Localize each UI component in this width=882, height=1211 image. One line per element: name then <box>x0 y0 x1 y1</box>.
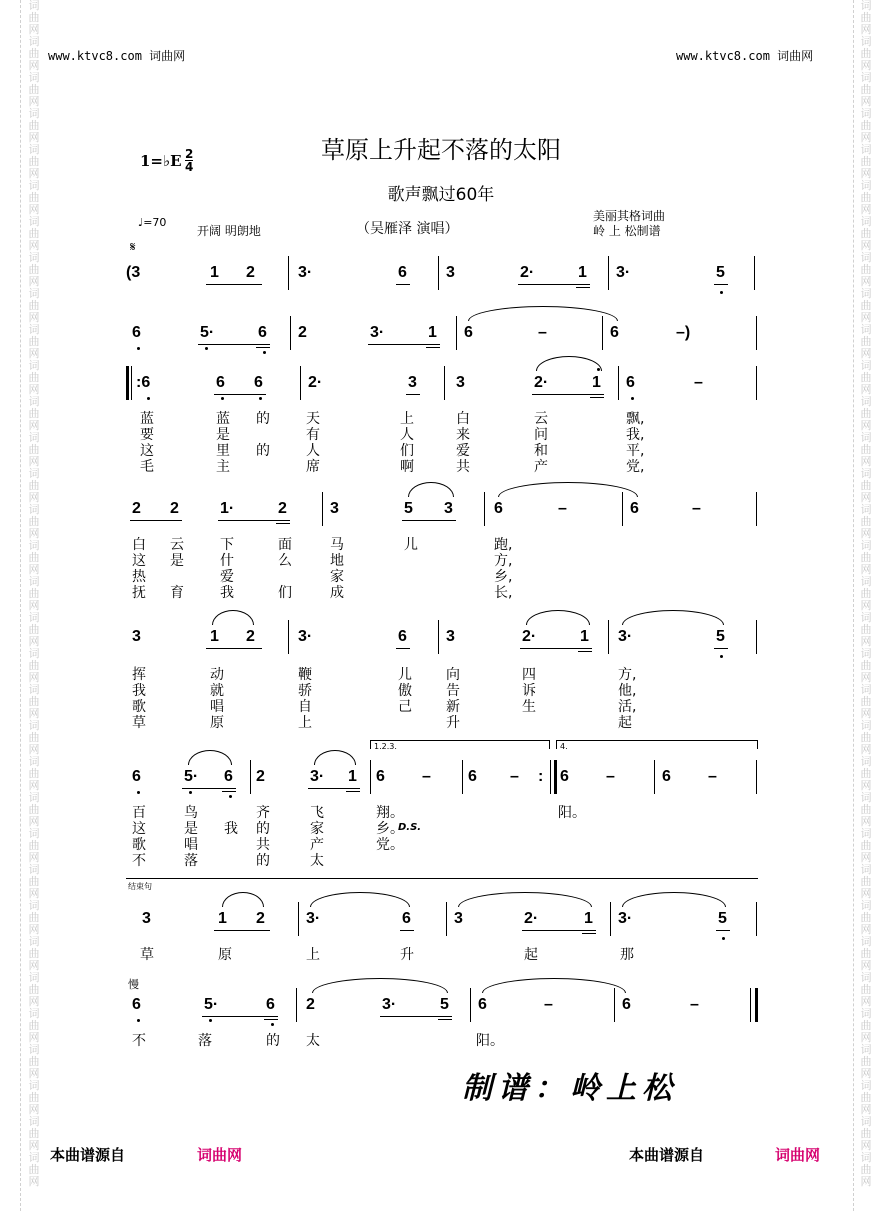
watermark-char: 曲 <box>28 155 40 168</box>
lyrics-4-verse4: 抚 育 我 们 成 长, <box>132 585 513 601</box>
song-subtitle: 歌声飘过60年 <box>387 185 495 205</box>
watermark-char: 网 <box>860 887 872 900</box>
watermark-char: 曲 <box>860 983 872 996</box>
watermark-char: 曲 <box>28 299 40 312</box>
header-left-url[interactable]: www.ktvc8.com 词曲网 <box>48 49 186 63</box>
watermark-char: 词 <box>28 215 40 228</box>
watermark-char: 词 <box>28 251 40 264</box>
watermark-char: 网 <box>28 779 40 792</box>
watermark-char: 词 <box>860 35 872 48</box>
time-signature <box>185 148 193 173</box>
watermark-char: 词 <box>860 755 872 768</box>
watermark-char: 网 <box>28 59 40 72</box>
watermark-char: 网 <box>860 239 872 252</box>
watermark-char: 网 <box>860 851 872 864</box>
watermark-char: 网 <box>28 239 40 252</box>
watermark-char: 网 <box>28 491 40 504</box>
staff-line-3: :6 6 6 2· 3 3 2· 1 6 – <box>126 366 758 402</box>
footer-right-link[interactable]: 词曲网 <box>775 1146 821 1164</box>
watermark-char: 曲 <box>860 479 872 492</box>
watermark-char: 词 <box>28 647 40 660</box>
watermark-char: 词 <box>860 287 872 300</box>
watermark-char: 词 <box>28 935 40 948</box>
watermark-char: 词 <box>860 1043 872 1056</box>
lyrics-4-verse3: 热 爱 家 乡, <box>132 569 513 585</box>
watermark-char: 网 <box>860 1139 872 1152</box>
watermark-char: 词 <box>28 1151 40 1164</box>
watermark-char: 网 <box>860 671 872 684</box>
lyrics-3-verse2: 要 是 有 人 来 问 我, <box>140 427 645 443</box>
watermark-char: 曲 <box>860 947 872 960</box>
watermark-char: 词 <box>860 215 872 228</box>
ds-mark: D.S. <box>398 822 422 833</box>
lyrics-3-verse1: 蓝 蓝 的 天 上 白 云 飘, <box>140 411 645 427</box>
watermark-char: 曲 <box>860 299 872 312</box>
key-signature: 1=♭E <box>140 152 182 170</box>
watermark-char: 网 <box>860 419 872 432</box>
watermark-char: 词 <box>28 539 40 552</box>
watermark-char: 词 <box>860 359 872 372</box>
watermark-char: 曲 <box>860 875 872 888</box>
lyrics-5-verse4: 草 原 上 升 起 <box>132 715 632 731</box>
watermark-char: 词 <box>28 395 40 408</box>
watermark-char: 词 <box>860 611 872 624</box>
watermark-char: 曲 <box>28 1055 40 1068</box>
watermark-char: 曲 <box>28 767 40 780</box>
watermark-char: 曲 <box>28 623 40 636</box>
watermark-char: 词 <box>860 539 872 552</box>
watermark-char: 曲 <box>860 83 872 96</box>
watermark-char: 网 <box>28 347 40 360</box>
watermark-char: 网 <box>860 707 872 720</box>
watermark-char: 网 <box>28 959 40 972</box>
watermark-char: 词 <box>860 431 872 444</box>
watermark-char: 曲 <box>860 587 872 600</box>
credit-arranger: 岭 上 松制谱 <box>593 224 661 238</box>
watermark-char: 网 <box>860 167 872 180</box>
watermark-char: 词 <box>28 899 40 912</box>
watermark-char: 网 <box>28 995 40 1008</box>
watermark-char: 曲 <box>860 695 872 708</box>
watermark-char: 曲 <box>860 1055 872 1068</box>
watermark-char: 曲 <box>860 767 872 780</box>
watermark-char: 词 <box>28 71 40 84</box>
watermark-char: 网 <box>28 527 40 540</box>
watermark-char: 曲 <box>28 1091 40 1104</box>
watermark-char: 词 <box>28 359 40 372</box>
watermark-char: 网 <box>860 311 872 324</box>
watermark-char: 网 <box>28 815 40 828</box>
watermark-char: 曲 <box>860 1019 872 1032</box>
watermark-char: 词 <box>860 1079 872 1092</box>
credit-composer: 美丽其格词曲 <box>593 209 666 223</box>
watermark-char: 词 <box>28 1007 40 1020</box>
watermark-char: 词 <box>28 467 40 480</box>
watermark-char: 网 <box>28 311 40 324</box>
watermark-char: 曲 <box>28 227 40 240</box>
watermark-char: 网 <box>860 455 872 468</box>
staff-line-2: 6 5· 6 2 3· 1 6 – 6 –) <box>126 316 758 352</box>
watermark-char: 网 <box>28 635 40 648</box>
volta-1 <box>370 740 550 749</box>
watermark-char: 词 <box>28 35 40 48</box>
watermark-char: 网 <box>28 887 40 900</box>
watermark-char: 网 <box>860 275 872 288</box>
watermark-char: 曲 <box>28 659 40 672</box>
watermark-char: 网 <box>860 815 872 828</box>
ending-label: 结束句 <box>128 882 152 891</box>
watermark-char: 词 <box>28 287 40 300</box>
watermark-char: 词 <box>28 431 40 444</box>
watermark-char: 词 <box>28 611 40 624</box>
watermark-char: 曲 <box>28 443 40 456</box>
watermark-char: 网 <box>860 1031 872 1044</box>
watermark-char: 曲 <box>28 947 40 960</box>
lyrics-3-verse3: 这 里 的 人 们 爱 和 平, <box>140 443 645 459</box>
staff-line-1: (3 1 2 3· 6 3 2· 1 3· 5 <box>126 256 758 292</box>
watermark-char: 曲 <box>28 515 40 528</box>
watermark-char: 曲 <box>860 47 872 60</box>
watermark-char: 网 <box>28 923 40 936</box>
watermark-char: 曲 <box>860 191 872 204</box>
header-right-url[interactable]: www.ktvc8.com 词曲网 <box>676 49 814 63</box>
watermark-char: 网 <box>28 1175 40 1188</box>
watermark-char: 曲 <box>860 1163 872 1176</box>
watermark-char: 网 <box>28 419 40 432</box>
watermark-char: 网 <box>28 275 40 288</box>
staff-line-7: 3 1 2 3· 6 3 2· 1 3· 5 <box>126 902 758 938</box>
watermark-char: 曲 <box>28 875 40 888</box>
watermark-char: 曲 <box>28 371 40 384</box>
watermark-char: 曲 <box>860 623 872 636</box>
watermark-char: 网 <box>860 959 872 972</box>
watermark-char: 词 <box>860 107 872 120</box>
watermark-char: 词 <box>860 1151 872 1164</box>
watermark-char: 网 <box>28 131 40 144</box>
watermark-char: 词 <box>28 107 40 120</box>
watermark-char: 词 <box>28 1079 40 1092</box>
watermark-char: 词 <box>28 863 40 876</box>
watermark-char: 网 <box>28 23 40 36</box>
watermark-char: 网 <box>860 491 872 504</box>
watermark-char: 曲 <box>28 119 40 132</box>
time-top: 2 <box>185 147 194 161</box>
watermark-char: 词 <box>860 1115 872 1128</box>
watermark-char: 曲 <box>28 731 40 744</box>
lyrics-6-verse2: 这 是 我 的 家 乡。 D.S. <box>132 821 422 837</box>
watermark-char: 网 <box>28 563 40 576</box>
watermark-char: 曲 <box>28 551 40 564</box>
watermark-char: 网 <box>860 131 872 144</box>
watermark-char: 曲 <box>28 1019 40 1032</box>
watermark-char: 词 <box>860 647 872 660</box>
watermark-char: 词 <box>28 719 40 732</box>
watermark-char: 词 <box>860 935 872 948</box>
watermark-char: 网 <box>860 347 872 360</box>
ending-separator <box>126 878 758 879</box>
footer-left-text: 本曲谱源自 <box>50 1146 126 1164</box>
volta-1-label: 1.2.3. <box>374 742 397 751</box>
watermark-char: 曲 <box>860 119 872 132</box>
watermark-char: 曲 <box>28 263 40 276</box>
watermark-char: 网 <box>28 1067 40 1080</box>
watermark-char: 词 <box>28 179 40 192</box>
lyrics-7: 草 原 上 升 起 那 <box>140 947 634 963</box>
watermark-char: 词 <box>860 575 872 588</box>
watermark-char: 曲 <box>860 155 872 168</box>
watermark-char: 词 <box>860 503 872 516</box>
lyrics-6-verse3: 歌 唱 共 产 党。 <box>132 837 404 853</box>
footer-right-text: 本曲谱源自 <box>629 1146 705 1164</box>
watermark-char: 词 <box>860 899 872 912</box>
song-title: 草原上升起不落的太阳 <box>321 136 561 164</box>
watermark-char: 词 <box>28 755 40 768</box>
lyrics-5-verse2: 我 就 骄 傲 告 诉 他, <box>132 683 637 699</box>
staff-line-6: 6 5· 6 2 3· 1 6 – 6 – : 6 – 6 – <box>126 760 758 796</box>
watermark-char: 网 <box>860 527 872 540</box>
watermark-char: 网 <box>860 59 872 72</box>
watermark-char: 曲 <box>28 83 40 96</box>
watermark-char: 曲 <box>28 911 40 924</box>
watermark-char: 词 <box>28 503 40 516</box>
watermark-char: 曲 <box>860 551 872 564</box>
singer: （吴雁泽 演唱） <box>356 221 459 237</box>
watermark-char: 曲 <box>860 659 872 672</box>
watermark-char: 曲 <box>860 1127 872 1140</box>
watermark-char: 曲 <box>860 371 872 384</box>
watermark-char: 词 <box>28 1043 40 1056</box>
watermark-char: 网 <box>28 671 40 684</box>
watermark-char: 曲 <box>28 695 40 708</box>
watermark-char: 网 <box>860 1175 872 1188</box>
watermark-char: 词 <box>860 863 872 876</box>
watermark-char: 曲 <box>28 191 40 204</box>
watermark-char: 词 <box>28 143 40 156</box>
lyrics-5-verse3: 歌 唱 自 己 新 生 活, <box>132 699 637 715</box>
lyrics-6-verse1: 百 鸟 齐 飞 翔。 阳。 <box>132 805 586 821</box>
watermark-char: 网 <box>860 23 872 36</box>
watermark-char: 曲 <box>28 803 40 816</box>
watermark-char: 曲 <box>28 479 40 492</box>
time-bottom: 4 <box>185 160 194 174</box>
watermark-char: 曲 <box>860 335 872 348</box>
lyrics-4-verse2: 这 是 什 么 地 方, <box>132 553 513 569</box>
watermark-char: 网 <box>28 707 40 720</box>
watermark-char: 曲 <box>860 407 872 420</box>
watermark-char: 词 <box>860 323 872 336</box>
lyrics-8: 不 落 的 太 阳。 <box>132 1033 504 1049</box>
lyrics-5-verse1: 挥 动 鞭 儿 向 四 方, <box>132 667 637 683</box>
watermark-char: 词 <box>860 71 872 84</box>
watermark-char: 词 <box>860 827 872 840</box>
lyrics-3-verse4: 毛 主 席 啊 共 产 党, <box>140 459 645 475</box>
watermark-char: 网 <box>860 1103 872 1116</box>
watermark-char: 词 <box>28 683 40 696</box>
watermark-char: 网 <box>28 455 40 468</box>
watermark-char: 词 <box>860 791 872 804</box>
watermark-char: 曲 <box>28 1127 40 1140</box>
watermark-char: 网 <box>860 563 872 576</box>
watermark-char: 曲 <box>860 1091 872 1104</box>
watermark-char: 曲 <box>28 1163 40 1176</box>
mood-mark: 开阔 明朗地 <box>197 224 261 238</box>
watermark-char: 词 <box>28 0 40 12</box>
watermark-char: 词 <box>860 467 872 480</box>
volta-2-label: 4. <box>560 742 568 751</box>
watermark-char: 网 <box>860 743 872 756</box>
watermark-char: 曲 <box>28 587 40 600</box>
watermark-char: 词 <box>28 323 40 336</box>
watermark-char: 词 <box>860 683 872 696</box>
watermark-char: 网 <box>28 203 40 216</box>
watermark-char: 词 <box>860 179 872 192</box>
watermark-char: 网 <box>860 203 872 216</box>
watermark-char: 词 <box>860 971 872 984</box>
watermark-char: 曲 <box>28 983 40 996</box>
watermark-char: 词 <box>28 1115 40 1128</box>
watermark-char: 曲 <box>28 407 40 420</box>
volta-2 <box>556 740 758 749</box>
watermark-char: 词 <box>860 0 872 12</box>
watermark-char: 曲 <box>860 515 872 528</box>
watermark-char: 网 <box>860 599 872 612</box>
watermark-char: 曲 <box>860 443 872 456</box>
watermark-char: 曲 <box>28 47 40 60</box>
watermark-char: 曲 <box>860 11 872 24</box>
watermark-char: 词 <box>860 251 872 264</box>
slow-mark: 慢 <box>128 978 139 991</box>
watermark-char: 网 <box>28 851 40 864</box>
watermark-char: 曲 <box>860 263 872 276</box>
watermark-char: 词 <box>28 791 40 804</box>
segno-sign: 𝄋 <box>130 240 136 255</box>
watermark-char: 曲 <box>860 911 872 924</box>
arranger-signature: 制谱：岭上松 <box>462 1071 678 1106</box>
watermark-char: 曲 <box>28 11 40 24</box>
lyrics-4-verse1: 白 云 下 面 马 儿 跑, <box>132 537 513 553</box>
watermark-char: 网 <box>860 995 872 1008</box>
watermark-char: 词 <box>28 971 40 984</box>
watermark-char: 词 <box>28 827 40 840</box>
watermark-char: 网 <box>860 95 872 108</box>
watermark-char: 网 <box>28 1103 40 1116</box>
watermark-char: 网 <box>28 599 40 612</box>
watermark-char: 网 <box>28 383 40 396</box>
watermark-char: 网 <box>860 383 872 396</box>
watermark-char: 曲 <box>860 731 872 744</box>
watermark-char: 词 <box>28 575 40 588</box>
watermark-char: 曲 <box>860 839 872 852</box>
staff-line-8: 6 5· 6 2 3· 5 6 – 6 – <box>126 988 758 1024</box>
staff-line-4: 2 2 1· 2 3 5 3 6 – 6 – <box>126 492 758 528</box>
watermark-char: 曲 <box>860 227 872 240</box>
watermark-char: 曲 <box>860 803 872 816</box>
watermark-char: 网 <box>28 95 40 108</box>
tempo-mark: ♩=70 <box>138 216 167 229</box>
watermark-char: 网 <box>860 779 872 792</box>
watermark-char: 曲 <box>28 335 40 348</box>
watermark-char: 词 <box>860 143 872 156</box>
staff-line-5: 3 1 2 3· 6 3 2· 1 3· 5 <box>126 620 758 656</box>
watermark-char: 词 <box>860 1007 872 1020</box>
watermark-char: 网 <box>28 167 40 180</box>
watermark-char: 网 <box>28 1031 40 1044</box>
watermark-char: 网 <box>28 743 40 756</box>
watermark-char: 网 <box>860 635 872 648</box>
watermark-char: 网 <box>28 1139 40 1152</box>
watermark-char: 网 <box>860 923 872 936</box>
watermark-char: 词 <box>860 719 872 732</box>
watermark-char: 曲 <box>28 839 40 852</box>
footer-left-link[interactable]: 词曲网 <box>197 1146 243 1164</box>
lyrics-6-verse4: 不 落 的 太 <box>132 853 324 869</box>
watermark-char: 词 <box>860 395 872 408</box>
watermark-char: 网 <box>860 1067 872 1080</box>
